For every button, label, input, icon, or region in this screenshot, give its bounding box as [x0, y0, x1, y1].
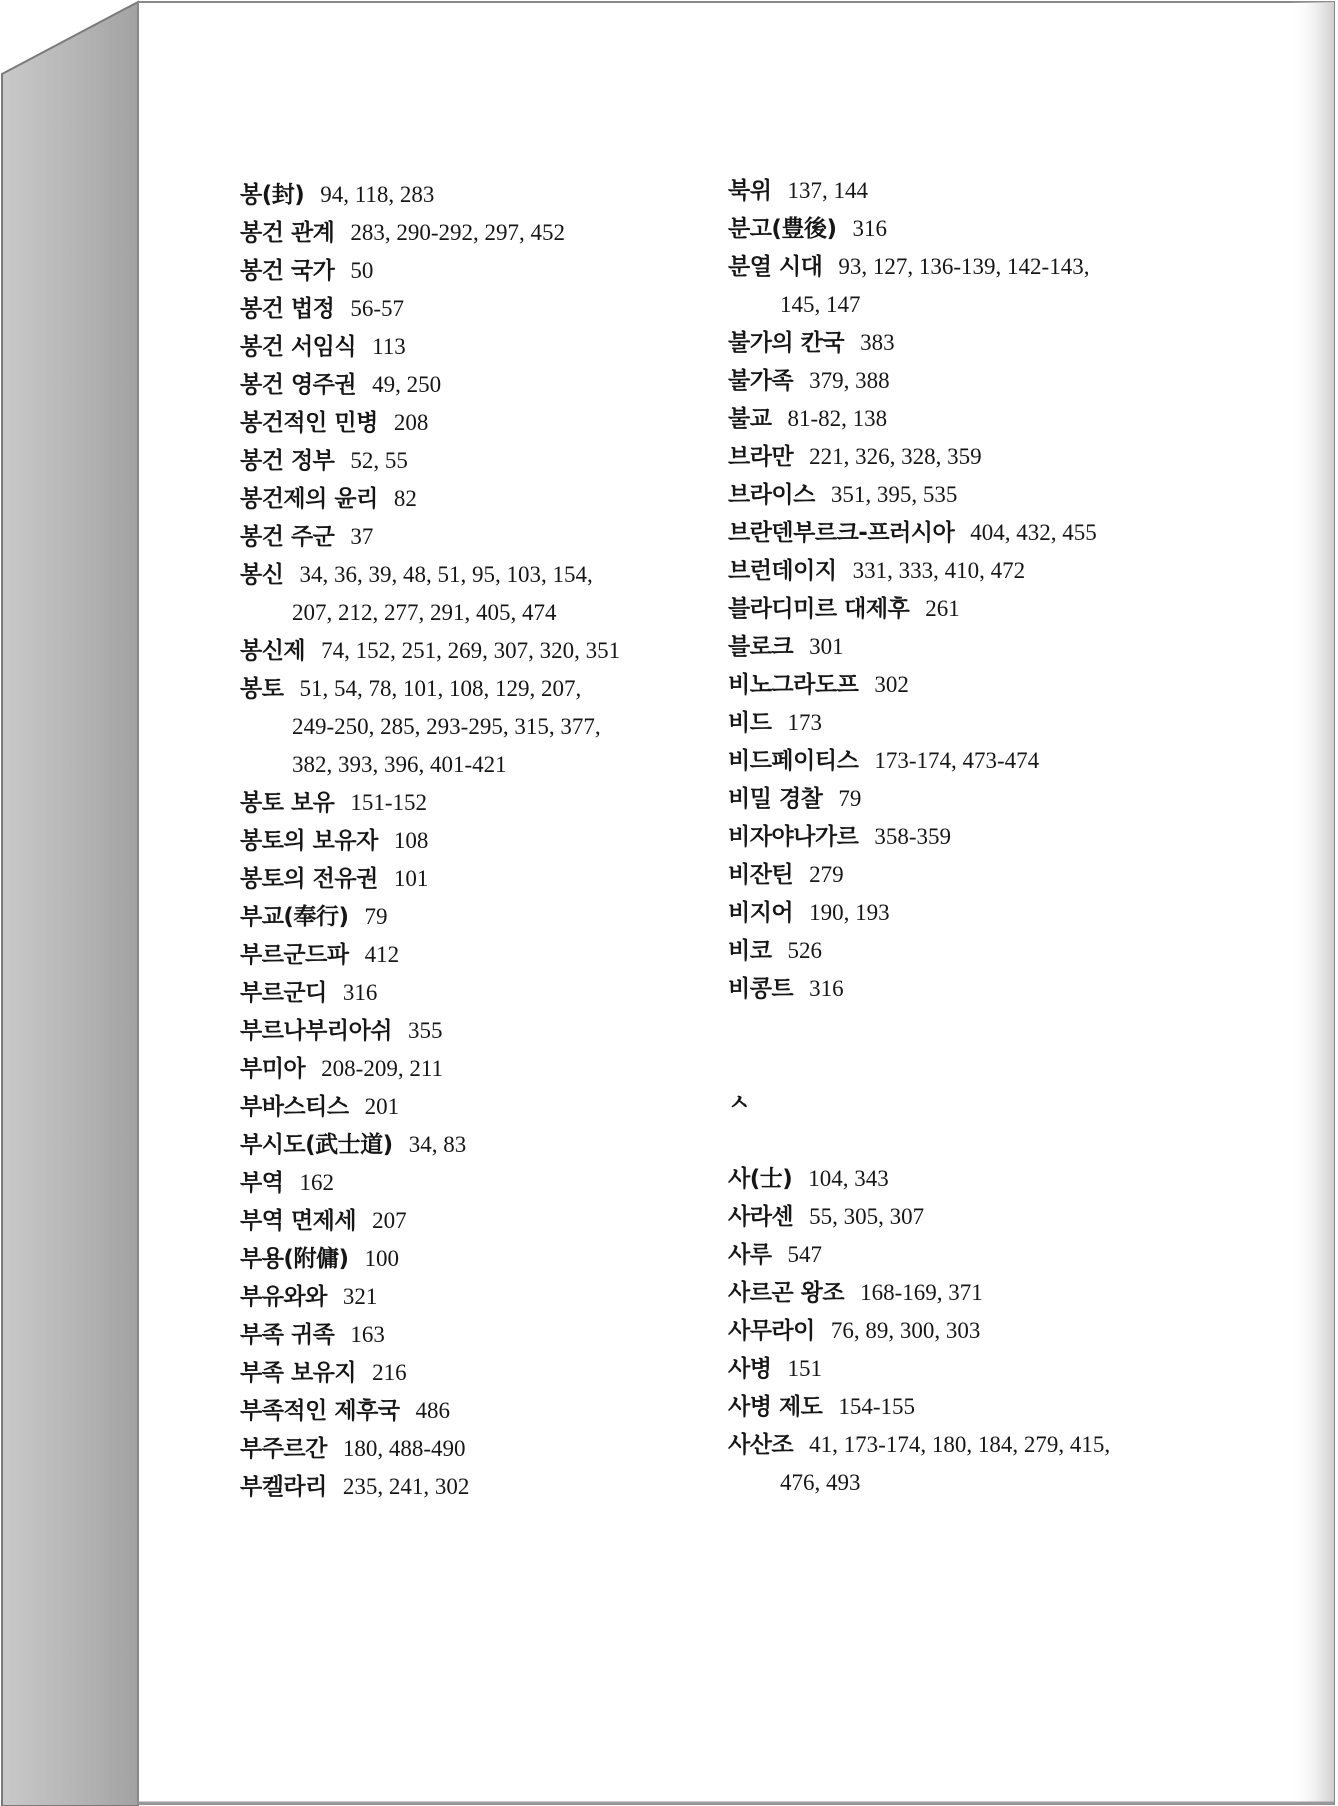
- index-term: 사산조: [728, 1432, 794, 1458]
- index-entry: [240, 670, 720, 784]
- index-page-numbers: 358-359: [874, 824, 951, 849]
- index-entry: [728, 248, 1248, 324]
- index-entry: [240, 974, 720, 1012]
- index-entry: [728, 628, 1248, 666]
- index-entry: [728, 362, 1248, 400]
- index-term: 부용(附傭): [240, 1246, 349, 1272]
- index-page-numbers: 49, 250: [372, 372, 442, 397]
- index-entry: [728, 1160, 1248, 1198]
- index-term: 브라이스: [728, 482, 815, 508]
- index-term: 사무라이: [728, 1318, 815, 1344]
- index-page-numbers: 302: [874, 672, 909, 697]
- index-page-numbers: 51, 54, 78, 101, 108, 129, 207,: [299, 676, 582, 701]
- index-term: 비밀 경찰: [728, 786, 823, 812]
- index-page-numbers: 180, 488-490: [342, 1436, 466, 1461]
- index-term: 봉건 영주권: [240, 372, 357, 398]
- index-entry: [728, 1236, 1248, 1274]
- index-entry: [240, 518, 720, 556]
- index-term: 봉신제: [240, 638, 306, 664]
- section-header: ㅅ: [728, 1090, 751, 1116]
- index-entry: [240, 1430, 720, 1468]
- index-entry: [240, 898, 720, 936]
- index-entry: [240, 556, 720, 632]
- index-page: [240, 176, 1240, 1596]
- index-entry: [240, 1164, 720, 1202]
- index-term: 봉토 보유: [240, 790, 335, 816]
- index-page-numbers: 404, 432, 455: [970, 520, 1097, 545]
- index-page-numbers: 379, 388: [809, 368, 890, 393]
- index-entry: [728, 514, 1248, 552]
- index-entry: [728, 894, 1248, 932]
- index-entry: [728, 1388, 1248, 1426]
- index-term: 부족 귀족: [240, 1322, 335, 1348]
- index-page-numbers: 101: [393, 866, 429, 891]
- index-page-numbers: 34, 36, 39, 48, 51, 95, 103, 154,: [299, 562, 593, 587]
- index-page-numbers: 301: [809, 634, 844, 659]
- index-entry: [240, 1468, 720, 1506]
- index-entry: [240, 442, 720, 480]
- index-page-numbers: 208: [393, 410, 429, 435]
- index-term: 부유와와: [240, 1284, 327, 1310]
- index-page-numbers: 94, 118, 283: [320, 182, 435, 207]
- index-page-numbers: 137, 144: [787, 178, 868, 203]
- index-term: 블로크: [728, 634, 794, 660]
- index-term: 불교: [728, 406, 772, 432]
- index-term: 부미아: [240, 1056, 306, 1082]
- index-term: 봉토의 전유권: [240, 866, 378, 892]
- index-page-numbers: 208-209, 211: [321, 1056, 443, 1081]
- index-page-numbers: 279: [809, 862, 844, 887]
- index-page-numbers: 207: [372, 1208, 407, 1233]
- index-page-numbers-continued: 145, 147: [780, 292, 861, 317]
- index-page-numbers: 74, 152, 251, 269, 307, 320, 351: [321, 638, 621, 663]
- index-term: 브란덴부르크-프러시아: [728, 520, 955, 546]
- index-page-numbers-continued: 476, 493: [780, 1470, 861, 1495]
- index-term: 부주르간: [240, 1436, 327, 1462]
- index-page-numbers: 316: [342, 980, 378, 1005]
- index-entry: [728, 1198, 1248, 1236]
- index-term: 브런데이지: [728, 558, 837, 584]
- index-term: 부르군드파: [240, 942, 349, 968]
- index-page-numbers: 383: [860, 330, 895, 355]
- index-page-numbers: 154-155: [838, 1394, 916, 1419]
- index-term: 부바스티스: [240, 1094, 349, 1120]
- index-term: 봉건 관계: [240, 220, 335, 246]
- index-entry: [240, 1392, 720, 1430]
- index-entry: [240, 1012, 720, 1050]
- index-page-numbers-continued: 207, 212, 277, 291, 405, 474: [292, 600, 557, 625]
- index-page-numbers: 79: [838, 786, 862, 811]
- index-page-numbers: 34, 83: [408, 1132, 467, 1157]
- index-entry: [728, 1274, 1248, 1312]
- index-page-numbers: 76, 89, 300, 303: [830, 1318, 981, 1343]
- index-entry: [728, 400, 1248, 438]
- index-page-numbers: 79: [364, 904, 388, 929]
- index-page-numbers: 93, 127, 136-139, 142-143,: [838, 254, 1090, 279]
- index-term: 사르곤 왕조: [728, 1280, 845, 1306]
- index-page-numbers: 173: [787, 710, 822, 735]
- index-term: 부역 면제세: [240, 1208, 357, 1234]
- index-entry: [728, 590, 1248, 628]
- index-term: 비코: [728, 938, 772, 964]
- index-term: 봉건 정부: [240, 448, 335, 474]
- index-page-numbers: 100: [364, 1246, 399, 1271]
- index-term: 비노그라도프: [728, 672, 859, 698]
- index-term: 봉건적인 민병: [240, 410, 378, 436]
- index-entry: [240, 860, 720, 898]
- index-page-numbers: 56-57: [350, 296, 405, 321]
- index-page-numbers: 201: [364, 1094, 400, 1119]
- index-page-numbers: 526: [787, 938, 822, 963]
- index-entry: [240, 1126, 720, 1164]
- index-page-numbers: 331, 333, 410, 472: [852, 558, 1026, 583]
- index-entry: [240, 1316, 720, 1354]
- index-page-numbers: 55, 305, 307: [809, 1204, 925, 1229]
- index-page-numbers-continued: 249-250, 285, 293-295, 315, 377,: [292, 714, 601, 739]
- index-page-numbers: 261: [925, 596, 960, 621]
- index-entry: [728, 666, 1248, 704]
- index-column-left: [240, 176, 720, 1506]
- index-term: 부역: [240, 1170, 284, 1196]
- index-page-numbers: 321: [342, 1284, 378, 1309]
- index-term: 봉(封): [240, 182, 305, 208]
- index-page-numbers: 50: [350, 258, 374, 283]
- index-page-numbers: 151-152: [350, 790, 428, 815]
- index-entry: [240, 404, 720, 442]
- index-entry: [240, 1050, 720, 1088]
- index-page-numbers: 486: [415, 1398, 451, 1423]
- index-page-numbers: 351, 395, 535: [830, 482, 958, 507]
- index-term: 봉건 서임식: [240, 334, 357, 360]
- index-entry: [728, 438, 1248, 476]
- index-page-numbers: 355: [408, 1018, 443, 1043]
- index-page-numbers: 190, 193: [809, 900, 890, 925]
- index-entry: [240, 1202, 720, 1240]
- index-page-numbers: 412: [364, 942, 400, 967]
- index-page-numbers: 173-174, 473-474: [874, 748, 1040, 773]
- index-term: 불가족: [728, 368, 794, 394]
- index-term: 부교(奉行): [240, 904, 349, 930]
- index-entry: [728, 742, 1248, 780]
- index-term: 비지어: [728, 900, 794, 926]
- index-entry: [240, 1354, 720, 1392]
- index-term: 부르군디: [240, 980, 327, 1006]
- index-entry: [728, 1312, 1248, 1350]
- index-entry: [240, 214, 720, 252]
- index-entry: [728, 856, 1248, 894]
- index-page-numbers: 108: [393, 828, 429, 853]
- index-term: 사루: [728, 1242, 772, 1268]
- section-spacer: [728, 1122, 1248, 1160]
- index-entry: [240, 822, 720, 860]
- index-page-numbers: 113: [372, 334, 406, 359]
- index-entry: [240, 290, 720, 328]
- index-term: 봉토: [240, 676, 284, 702]
- index-page-numbers: 216: [372, 1360, 407, 1385]
- index-page-numbers: 41, 173-174, 180, 184, 279, 415,: [809, 1432, 1111, 1457]
- index-entry: [728, 552, 1248, 590]
- index-entry: [728, 1426, 1248, 1502]
- index-page-numbers: 283, 290-292, 297, 452: [350, 220, 566, 245]
- index-entry: [728, 970, 1248, 1008]
- index-term: 부켈라리: [240, 1474, 327, 1500]
- index-page-numbers: 104, 343: [808, 1166, 889, 1191]
- index-page-numbers: 221, 326, 328, 359: [809, 444, 982, 469]
- index-term: 봉토의 보유자: [240, 828, 378, 854]
- index-page-numbers: 151: [787, 1356, 822, 1381]
- index-term: 비드페이티스: [728, 748, 859, 774]
- index-entry: [728, 932, 1248, 970]
- index-entry: [728, 324, 1248, 362]
- index-term: 분열 시대: [728, 254, 823, 280]
- index-term: 부족 보유지: [240, 1360, 357, 1386]
- index-page-numbers: 37: [350, 524, 374, 549]
- index-page-numbers-continued: 382, 393, 396, 401-421: [292, 752, 507, 777]
- index-page-numbers: 163: [350, 1322, 385, 1347]
- index-term: 브라만: [728, 444, 794, 470]
- index-term: 불가의 칸국: [728, 330, 845, 356]
- index-term: 부르나부리아쉬: [240, 1018, 393, 1044]
- index-entry: [728, 780, 1248, 818]
- index-term: 부시도(武士道): [240, 1132, 393, 1158]
- index-page-numbers: 162: [299, 1170, 334, 1195]
- index-entry: [240, 328, 720, 366]
- index-entry: [728, 172, 1248, 210]
- index-entry: [728, 210, 1248, 248]
- index-page-numbers: 316: [852, 216, 887, 241]
- index-entry: [240, 936, 720, 974]
- index-term: 사병: [728, 1356, 772, 1382]
- index-term: 봉건제의 윤리: [240, 486, 378, 512]
- index-entry: [240, 252, 720, 290]
- index-term: 사병 제도: [728, 1394, 823, 1420]
- index-entry: [728, 476, 1248, 514]
- index-term: 사라센: [728, 1204, 794, 1230]
- index-entry: [240, 176, 720, 214]
- index-term: 비콩트: [728, 976, 794, 1002]
- index-entry: [240, 1240, 720, 1278]
- index-term: 봉건 주군: [240, 524, 335, 550]
- index-term: 봉건 법정: [240, 296, 335, 322]
- index-term: 비자야나가르: [728, 824, 859, 850]
- index-entry: [728, 1350, 1248, 1388]
- index-term: 부족적인 제후국: [240, 1398, 400, 1424]
- index-term: 사(士): [728, 1166, 793, 1192]
- index-term: 비드: [728, 710, 772, 736]
- index-page-numbers: 82: [393, 486, 417, 511]
- index-entry: [240, 480, 720, 518]
- section-spacer: [728, 1008, 1248, 1084]
- index-entry: [728, 704, 1248, 742]
- index-entry: [240, 366, 720, 404]
- index-entry: [240, 632, 720, 670]
- index-page-numbers: 168-169, 371: [860, 1280, 983, 1305]
- index-page-numbers: 316: [809, 976, 844, 1001]
- index-term: 비잔틴: [728, 862, 794, 888]
- index-term: 봉신: [240, 562, 284, 588]
- index-page-numbers: 547: [787, 1242, 822, 1267]
- index-column-right: [728, 172, 1248, 1502]
- index-term: 블라디미르 대제후: [728, 596, 910, 622]
- index-entry: [240, 784, 720, 822]
- index-term: 봉건 국가: [240, 258, 335, 284]
- index-page-numbers: 235, 241, 302: [342, 1474, 470, 1499]
- index-entry: [240, 1088, 720, 1126]
- index-page-numbers: 52, 55: [350, 448, 408, 473]
- index-entry: [240, 1278, 720, 1316]
- index-term: 북위: [728, 178, 772, 204]
- index-page-numbers: 81-82, 138: [787, 406, 888, 431]
- index-term: 분고(豊後): [728, 216, 837, 242]
- index-entry: [728, 818, 1248, 856]
